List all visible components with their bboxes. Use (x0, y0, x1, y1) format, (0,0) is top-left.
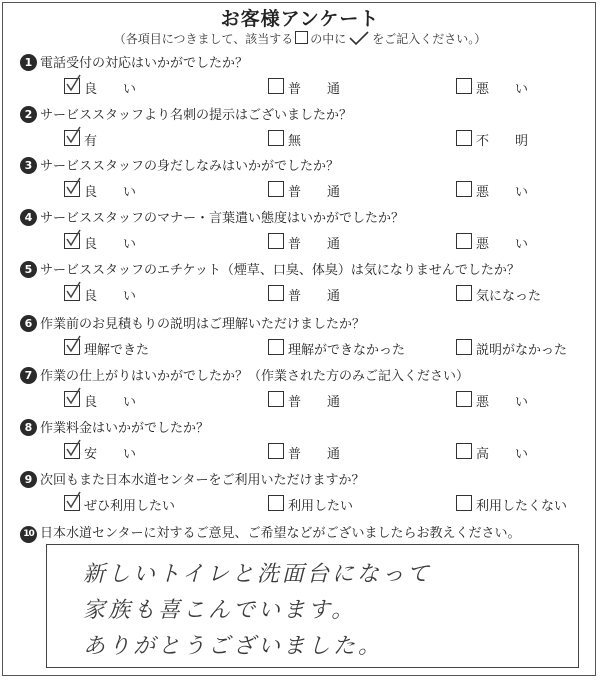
question-text: 作業の仕上がりはいかがでしたか？（作業された方のみご記入ください） (40, 369, 470, 384)
question-text: サービススタッフのマナー・言葉遣い態度はいかがでしたか？ (40, 211, 405, 226)
checkbox-icon[interactable] (456, 181, 472, 197)
option-label: 有 (84, 134, 98, 149)
option-label: 悪 い (476, 237, 529, 252)
option-label: 普 通 (288, 447, 341, 462)
checkbox-icon[interactable] (268, 78, 284, 94)
option-label: 無 (288, 134, 302, 149)
option-label: 安 い (84, 447, 137, 462)
checkbox-icon[interactable] (456, 233, 472, 249)
form-title: お客様アンケート (220, 8, 380, 30)
question-text: 作業前のお見積もりの説明はご理解いただけましたか？ (40, 317, 366, 332)
checked-checkbox-icon[interactable] (64, 495, 80, 511)
checked-checkbox-icon[interactable] (64, 78, 80, 94)
question-6 (20, 313, 365, 332)
option-label: 普 通 (288, 289, 341, 304)
option-label: ぜひ利用したい (84, 499, 176, 514)
checkbox-icon[interactable] (268, 495, 284, 511)
question-number-badge: 5 (20, 261, 37, 278)
checked-checkbox-icon[interactable] (64, 285, 80, 301)
checked-checkbox-icon[interactable] (64, 339, 80, 355)
question-number-badge: 7 (20, 367, 37, 384)
comment-line: 家族も喜こんでいます。 (83, 598, 357, 623)
question-number-badge: 9 (20, 471, 37, 488)
question-text: サービススタッフより名刺の提示はございましたか？ (40, 108, 353, 123)
question-9 (20, 469, 364, 488)
checked-checkbox-icon[interactable] (64, 443, 80, 459)
option-label: 良 い (84, 237, 137, 252)
question-text: サービススタッフのエチケット（煙草、口臭、体臭）は気になりませんでしたか？ (40, 263, 520, 278)
instructions-text-1: （各項目につきまして、該当する (113, 32, 294, 46)
checked-checkbox-icon[interactable] (64, 391, 80, 407)
question-10 (20, 522, 520, 543)
checkbox-icon[interactable] (268, 391, 284, 407)
checkbox-icon[interactable] (456, 495, 472, 511)
form-instructions (0, 30, 600, 47)
option-label: 説明がなかった (476, 343, 568, 358)
option-label: 良 い (84, 82, 137, 97)
checkbox-icon[interactable] (268, 339, 284, 355)
option-label: 悪 い (476, 395, 529, 410)
checkbox-icon[interactable] (456, 339, 472, 355)
option-label: 悪 い (476, 185, 529, 200)
instructions-text-3: をご記入ください。） (372, 32, 487, 46)
option-label: 不 明 (476, 134, 529, 149)
checked-checkbox-icon[interactable] (64, 181, 80, 197)
question-text: 作業料金はいかがでしたか？ (40, 421, 210, 436)
option-label: 気になった (476, 289, 542, 304)
checkbox-icon[interactable] (268, 233, 284, 249)
comment-line: ありがとうございました。 (83, 634, 384, 659)
question-4 (20, 207, 404, 226)
instructions-text-2: の中に (310, 32, 347, 46)
checkmark-sample-icon (348, 31, 370, 45)
checked-checkbox-icon[interactable] (64, 233, 80, 249)
question-number-badge: 1 (20, 54, 37, 71)
question-text: 日本水道センターに対するご意見、ご希望などがございましたらお教えください。 (40, 526, 521, 541)
checkbox-icon[interactable] (456, 391, 472, 407)
option-label: 良 い (84, 289, 137, 304)
option-label: 普 通 (288, 82, 341, 97)
question-text: 電話受付の対応はいかがでしたか？ (40, 56, 249, 71)
option-label: 普 通 (288, 237, 341, 252)
checkbox-icon[interactable] (268, 181, 284, 197)
checkbox-icon[interactable] (456, 443, 472, 459)
question-2 (20, 104, 352, 123)
checkbox-icon[interactable] (456, 285, 472, 301)
question-7 (20, 365, 469, 384)
comment-line: 新しいトイレと洗面台になって (83, 562, 432, 587)
question-text: 次回もまた日本水道センターをご利用いただけますか？ (40, 473, 365, 488)
checkbox-sample-icon (295, 31, 308, 44)
checkbox-icon[interactable] (268, 443, 284, 459)
question-3 (20, 155, 339, 174)
question-number-badge: 10 (20, 526, 37, 543)
option-label: 普 通 (288, 185, 341, 200)
question-number-badge: 8 (20, 419, 37, 436)
question-8 (20, 417, 209, 436)
option-label: 普 通 (288, 395, 341, 410)
checkbox-icon[interactable] (456, 130, 472, 146)
option-label: 高 い (476, 447, 529, 462)
option-label: 良 い (84, 395, 137, 410)
question-1 (20, 52, 248, 71)
checkbox-icon[interactable] (456, 78, 472, 94)
question-number-badge: 2 (20, 106, 37, 123)
comment-box[interactable] (46, 544, 579, 668)
question-number-badge: 3 (20, 157, 37, 174)
question-number-badge: 6 (20, 315, 37, 332)
option-label: 良 い (84, 185, 137, 200)
checkbox-icon[interactable] (268, 285, 284, 301)
option-label: 理解できた (84, 343, 150, 358)
question-number-badge: 4 (20, 209, 37, 226)
question-text: サービススタッフの身だしなみはいかがでしたか？ (40, 159, 340, 174)
checkbox-icon[interactable] (268, 130, 284, 146)
checked-checkbox-icon[interactable] (64, 130, 80, 146)
option-label: 悪 い (476, 82, 529, 97)
question-5 (20, 259, 520, 278)
option-label: 利用したくない (476, 499, 568, 514)
option-label: 理解ができなかった (288, 343, 406, 358)
option-label: 利用したい (288, 499, 354, 514)
